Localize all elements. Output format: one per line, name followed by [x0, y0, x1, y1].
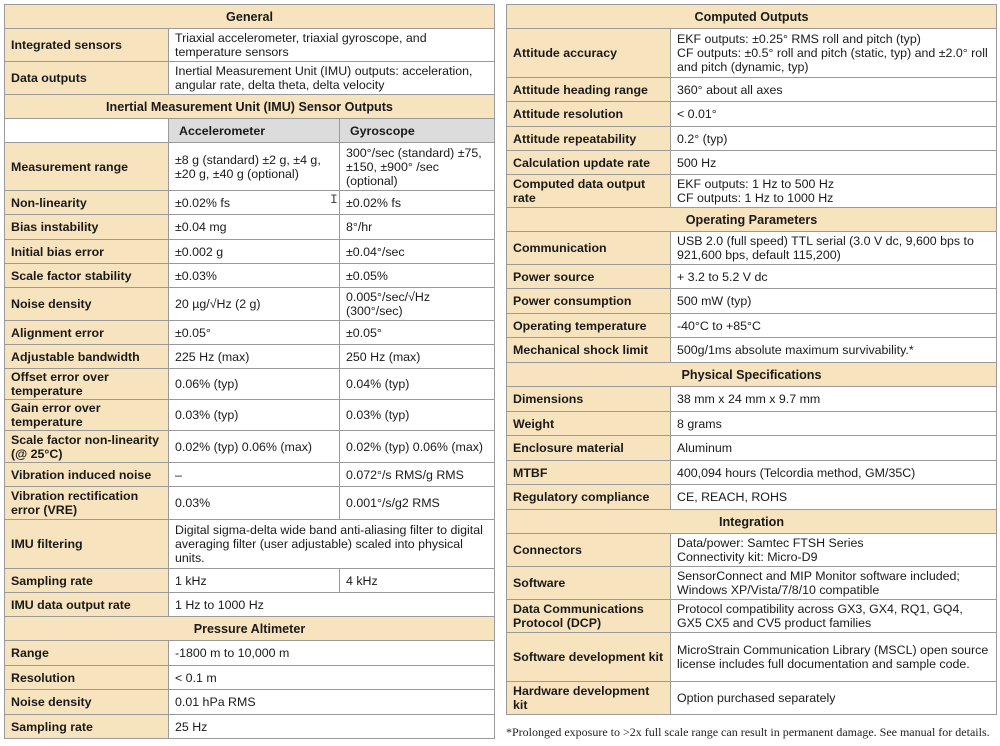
- spec-value: Digital sigma-delta wide band anti-aliasing filter to digital averaging filter (user adjustable) scaled into physical units.: [169, 520, 495, 569]
- spec-value: [671, 534, 997, 567]
- spec-row: [507, 387, 997, 412]
- spec-row: [507, 485, 997, 510]
- spec-label: Weight: [507, 412, 671, 436]
- spec-label: Calculation update rate: [507, 151, 671, 175]
- footnote: *Prolonged exposure to >2x full scale range can result in permanent damage. See manual for details.: [506, 725, 990, 739]
- spec-label: Communication: [507, 232, 671, 265]
- column-header-blank: [5, 119, 169, 143]
- spec-label: Initial bias error: [5, 240, 169, 264]
- spec-label: Operating temperature: [507, 314, 671, 338]
- section-title: Operating Parameters: [507, 208, 997, 232]
- spec-label: Scale factor stability: [5, 264, 169, 288]
- spec-value: Protocol compatibility across GX3, GX4, RQ1, GQ4, GX5 CX5 and CV5 product families: [671, 600, 997, 633]
- spec-label: Power source: [507, 265, 671, 289]
- spec-row: [507, 127, 997, 151]
- accelerometer-value: ±0.05°: [169, 321, 340, 345]
- accelerometer-value: ±0.03%: [169, 264, 340, 288]
- spec-label: Sampling rate: [5, 715, 169, 739]
- spec-value: CE, REACH, ROHS: [671, 485, 997, 510]
- spec-value: 360° about all axes: [671, 78, 997, 102]
- gyroscope-value: 0.005°/sec/√Hz (300°/sec): [340, 288, 495, 321]
- spec-value: [671, 29, 997, 78]
- spec-row: [5, 321, 495, 345]
- spec-label: Data Communications Protocol (DCP): [507, 600, 671, 633]
- spec-label: Noise density: [5, 288, 169, 321]
- spec-row: [507, 682, 997, 715]
- spec-value: USB 2.0 (full speed) TTL serial (3.0 V dc, 9,600 bps to 921,600 bps, default 115,200): [671, 232, 997, 265]
- accelerometer-value: 0.06% (typ): [169, 369, 340, 400]
- gyroscope-value: 0.02% (typ) 0.06% (max): [340, 431, 495, 463]
- spec-row: [507, 102, 997, 127]
- spec-value: Aluminum: [671, 436, 997, 461]
- accelerometer-value: 225 Hz (max): [169, 345, 340, 369]
- spec-row: [5, 431, 495, 463]
- spec-value: Option purchased separately: [671, 682, 997, 715]
- spec-label: Gain error over temperature: [5, 400, 169, 431]
- spec-row: [507, 29, 997, 78]
- spec-row: [507, 412, 997, 436]
- accelerometer-value: 0.02% (typ) 0.06% (max): [169, 431, 340, 463]
- spec-label: Software development kit: [507, 633, 671, 682]
- spec-label: Hardware development kit: [507, 682, 671, 715]
- spec-label: Vibration rectification error (VRE): [5, 487, 169, 520]
- gyroscope-value: 0.03% (typ): [340, 400, 495, 431]
- spec-label: Integrated sensors: [5, 29, 169, 62]
- spec-label: Attitude heading range: [507, 78, 671, 102]
- spec-row: [5, 62, 495, 95]
- spec-row: [5, 345, 495, 369]
- spec-value-line: Connectivity kit: Micro-D9: [677, 550, 818, 564]
- spec-row: [507, 338, 997, 363]
- spec-row: [507, 314, 997, 338]
- left-spec-column: [4, 4, 494, 739]
- spec-row: [5, 569, 495, 593]
- spec-label: Dimensions: [507, 387, 671, 412]
- column-header-gyroscope: Gyroscope: [340, 119, 495, 143]
- spec-row: [5, 593, 495, 617]
- spec-value: < 0.1 m: [169, 666, 495, 690]
- spec-label: Bias instability: [5, 215, 169, 240]
- left-spec-table: [4, 4, 495, 739]
- spec-label: Software: [507, 567, 671, 600]
- spec-value: 500g/1ms absolute maximum survivability.*: [671, 338, 997, 363]
- spec-label: Connectors: [507, 534, 671, 567]
- accelerometer-value: ±8 g (standard) ±2 g, ±4 g, ±20 g, ±40 g (optional): [169, 143, 340, 191]
- spec-label: Attitude resolution: [507, 102, 671, 127]
- spec-row: [5, 715, 495, 739]
- spec-value-line: EKF outputs: ±0.25° RMS roll and pitch (typ): [677, 32, 921, 46]
- gyroscope-value: 250 Hz (max): [340, 345, 495, 369]
- section-header-computed: [507, 5, 997, 29]
- spec-row: [5, 400, 495, 431]
- spec-label: Power consumption: [507, 289, 671, 314]
- spec-value-line: CF outputs: ±0.5° roll and pitch (static, typ) and ±2.0° roll and pitch (dynamic, typ): [677, 46, 988, 74]
- spec-value: 500 Hz: [671, 151, 997, 175]
- spec-row: [507, 175, 997, 208]
- spec-value: 0.2° (typ): [671, 127, 997, 151]
- spec-label: Regulatory compliance: [507, 485, 671, 510]
- spec-value: < 0.01°: [671, 102, 997, 127]
- gyroscope-value: 8°/hr: [340, 215, 495, 240]
- spec-row: [5, 29, 495, 62]
- right-spec-table: [506, 4, 997, 715]
- gyroscope-value: ±0.05%: [340, 264, 495, 288]
- accelerometer-value: 20 µg/√Hz (2 g): [169, 288, 340, 321]
- gyroscope-value: ±0.05°: [340, 321, 495, 345]
- spec-value: MicroStrain Communication Library (MSCL) open source license includes full documentation and sample code.: [671, 633, 997, 682]
- spec-value: -1800 m to 10,000 m: [169, 641, 495, 666]
- spec-row: [5, 288, 495, 321]
- spec-label: Adjustable bandwidth: [5, 345, 169, 369]
- spec-label: Data outputs: [5, 62, 169, 95]
- spec-row: [507, 78, 997, 102]
- spec-value: 25 Hz: [169, 715, 495, 739]
- spec-row: [5, 520, 495, 569]
- spec-label: MTBF: [507, 461, 671, 485]
- section-title: Physical Specifications: [507, 363, 997, 387]
- spec-label: IMU data output rate: [5, 593, 169, 617]
- spec-value: [671, 175, 997, 208]
- spec-row: [5, 191, 495, 215]
- spec-value: Triaxial accelerometer, triaxial gyroscope, and temperature sensors: [169, 29, 495, 62]
- gyroscope-value: ±0.04°/sec: [340, 240, 495, 264]
- spec-row: [507, 567, 997, 600]
- spec-value-line: CF outputs: 1 Hz to 1000 Hz: [677, 191, 834, 205]
- gyroscope-value: 300°/sec (standard) ±75, ±150, ±900° /sec (optional): [340, 143, 495, 191]
- section-header-operating: [507, 208, 997, 232]
- column-header-accelerometer: Accelerometer: [169, 119, 340, 143]
- text-cursor-icon: I: [330, 192, 338, 207]
- spec-label: Sampling rate: [5, 569, 169, 593]
- spec-value: 8 grams: [671, 412, 997, 436]
- spec-row: [5, 690, 495, 715]
- spec-label: Range: [5, 641, 169, 666]
- accelerometer-value: ±0.02% fs: [169, 191, 340, 215]
- spec-row: [507, 289, 997, 314]
- spec-row: [5, 641, 495, 666]
- spec-row: [507, 534, 997, 567]
- section-title: Integration: [507, 510, 997, 534]
- section-header-pressure: [5, 617, 495, 641]
- spec-row: [5, 264, 495, 288]
- spec-label: Offset error over temperature: [5, 369, 169, 400]
- spec-label: Noise density: [5, 690, 169, 715]
- spec-label: Measurement range: [5, 143, 169, 191]
- spec-value: 500 mW (typ): [671, 289, 997, 314]
- spec-label: Enclosure material: [507, 436, 671, 461]
- gyroscope-value: 0.001°/s/g2 RMS: [340, 487, 495, 520]
- spec-value: 38 mm x 24 mm x 9.7 mm: [671, 387, 997, 412]
- section-header-imu: [5, 95, 495, 119]
- gyroscope-value: 0.072°/s RMS/g RMS: [340, 463, 495, 487]
- spec-value-line: Data/power: Samtec FTSH Series: [677, 536, 864, 550]
- spec-value: SensorConnect and MIP Monitor software included; Windows XP/Vista/7/8/10 compatible: [671, 567, 997, 600]
- spec-row: [507, 600, 997, 633]
- accelerometer-value: 0.03%: [169, 487, 340, 520]
- spec-label: Vibration induced noise: [5, 463, 169, 487]
- accelerometer-value: –: [169, 463, 340, 487]
- spec-value: 400,094 hours (Telcordia method, GM/35C): [671, 461, 997, 485]
- spec-row: [5, 215, 495, 240]
- spec-value: + 3.2 to 5.2 V dc: [671, 265, 997, 289]
- gyroscope-value: 0.04% (typ): [340, 369, 495, 400]
- spec-value-line: EKF outputs: 1 Hz to 500 Hz: [677, 177, 835, 191]
- section-header-general: [5, 5, 495, 29]
- gyroscope-value: ±0.02% fs: [340, 191, 495, 215]
- accelerometer-value: 1 kHz: [169, 569, 340, 593]
- imu-column-header-row: [5, 119, 495, 143]
- spec-label: Computed data output rate: [507, 175, 671, 208]
- section-header-physical: [507, 363, 997, 387]
- accelerometer-value: ±0.04 mg: [169, 215, 340, 240]
- section-title: General: [5, 5, 495, 29]
- spec-label: IMU filtering: [5, 520, 169, 569]
- spec-label: Attitude accuracy: [507, 29, 671, 78]
- spec-row: [507, 633, 997, 682]
- accelerometer-value: 0.03% (typ): [169, 400, 340, 431]
- section-title: Pressure Altimeter: [5, 617, 495, 641]
- spec-label: Non-linearity: [5, 191, 169, 215]
- spec-value: 0.01 hPa RMS: [169, 690, 495, 715]
- accelerometer-value: ±0.002 g: [169, 240, 340, 264]
- spec-row: [507, 461, 997, 485]
- spec-row: [507, 232, 997, 265]
- gyroscope-value: 4 kHz: [340, 569, 495, 593]
- section-title: Computed Outputs: [507, 5, 997, 29]
- spec-label: Attitude repeatability: [507, 127, 671, 151]
- spec-row: [5, 369, 495, 400]
- spec-label: Mechanical shock limit: [507, 338, 671, 363]
- spec-row: [5, 463, 495, 487]
- section-title: Inertial Measurement Unit (IMU) Sensor Outputs: [5, 95, 495, 119]
- right-spec-column: [506, 4, 996, 715]
- spec-row: [5, 666, 495, 690]
- spec-value: -40°C to +85°C: [671, 314, 997, 338]
- spec-label: Scale factor non-linearity (@ 25°C): [5, 431, 169, 463]
- spec-row: [5, 487, 495, 520]
- spec-row: [507, 265, 997, 289]
- spec-row: [507, 151, 997, 175]
- spec-row: [5, 240, 495, 264]
- spec-label: Alignment error: [5, 321, 169, 345]
- spec-label: Resolution: [5, 666, 169, 690]
- spec-value: 1 Hz to 1000 Hz: [169, 593, 495, 617]
- section-header-integration: [507, 510, 997, 534]
- spec-row: [5, 143, 495, 191]
- spec-row: [507, 436, 997, 461]
- spec-value: Inertial Measurement Unit (IMU) outputs: acceleration, angular rate, delta theta, delta velocity: [169, 62, 495, 95]
